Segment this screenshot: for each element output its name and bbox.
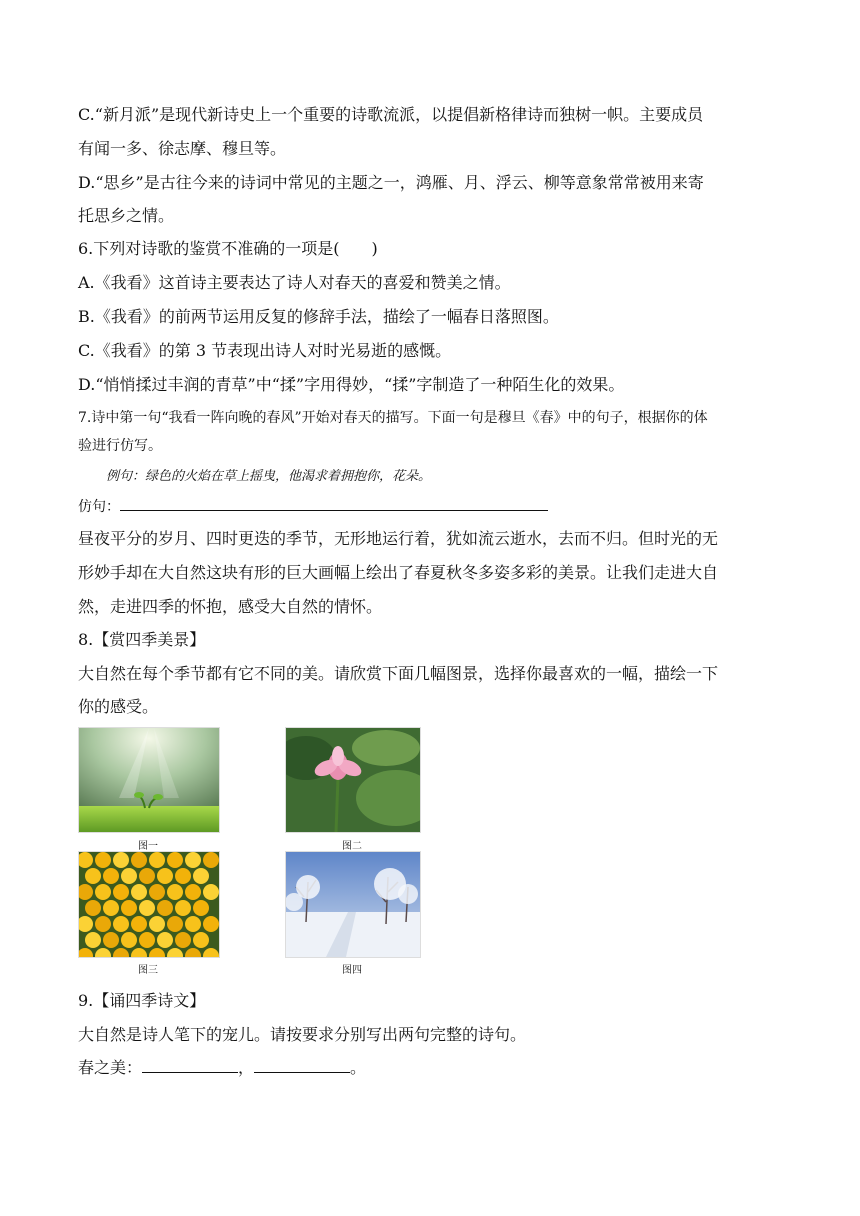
winter-snow-image bbox=[285, 851, 421, 958]
option-d-line-2: 托思乡之情。 bbox=[78, 206, 175, 225]
question-8-line-1: 大自然在每个季节都有它不同的美。请欣赏下面几幅图景，选择你最喜欢的一幅，描绘一下 bbox=[78, 664, 719, 683]
summer-lotus-image bbox=[285, 727, 421, 833]
spring-beauty-line bbox=[78, 1057, 366, 1079]
question-7-line-2: 验进行仿写。 bbox=[78, 438, 162, 454]
question-6-option-a: A.《我看》这首诗主要表达了诗人对春天的喜爱和赞美之情。 bbox=[78, 273, 511, 292]
question-6-option-d: D.“悄悄揉过丰润的青草”中“揉”字用得妙，“揉”字制造了一种陌生化的效果。 bbox=[78, 375, 625, 394]
question-6-option-b: B.《我看》的前两节运用反复的修辞手法，描绘了一幅春日落照图。 bbox=[78, 307, 559, 326]
spring-poem-blank-2[interactable] bbox=[254, 1058, 350, 1073]
caption-image-4: 图四 bbox=[342, 965, 362, 976]
question-9-heading: 9.【诵四季诗文】 bbox=[78, 991, 206, 1010]
question-6-option-c: C.《我看》的第 3 节表现出诗人对时光易逝的感慨。 bbox=[78, 341, 452, 360]
option-c-line-1: C.“新月派”是现代新诗史上一个重要的诗歌流派，以提倡新格律诗而独树一帜。主要成员 bbox=[78, 105, 704, 124]
passage-line-2: 形妙手却在大自然这块有形的巨大画幅上绘出了春夏秋冬多姿多彩的美景。让我们走进大自 bbox=[78, 563, 719, 582]
caption-image-1: 图一 bbox=[138, 841, 158, 852]
question-8-heading: 8.【赏四季美景】 bbox=[78, 630, 206, 649]
passage-line-3: 然，走进四季的怀抱，感受大自然的情怀。 bbox=[78, 597, 383, 616]
question-7-line-1: 7.诗中第一句“我看一阵向晚的春风”开始对春天的描写。下面一句是穆旦《春》中的句子，根据你的体 bbox=[78, 410, 708, 426]
imitation-answer-blank[interactable] bbox=[120, 496, 548, 511]
spring-sprout-image bbox=[78, 727, 220, 833]
autumn-chrysanthemum-image bbox=[78, 851, 220, 958]
question-8-line-2: 你的感受。 bbox=[78, 697, 159, 716]
question-9-line-1: 大自然是诗人笔下的宠儿。请按要求分别写出两句完整的诗句。 bbox=[78, 1025, 527, 1044]
imitation-prompt: 仿句： bbox=[78, 499, 120, 515]
imitation-label bbox=[78, 496, 548, 518]
spring-beauty-label: 春之美： bbox=[78, 1058, 143, 1077]
option-d-line-1: D.“思乡”是古往今来的诗词中常见的主题之一，鸿雁、月、浮云、柳等意象常常被用来寄 bbox=[78, 173, 704, 192]
question-6: 6.下列对诗歌的鉴赏不准确的一项是( ) bbox=[78, 239, 378, 258]
passage-line-1: 昼夜平分的岁月、四时更迭的季节，无形地运行着，犹如流云逝水，去而不归。但时光的无 bbox=[78, 529, 719, 548]
example-sentence: 例句：绿色的火焰在草上摇曳，他渴求着拥抱你，花朵。 bbox=[106, 469, 432, 484]
spring-poem-blank-1[interactable] bbox=[142, 1058, 238, 1073]
caption-image-3: 图三 bbox=[138, 965, 158, 976]
caption-image-2: 图二 bbox=[342, 841, 362, 852]
option-c-line-2: 有闻一多、徐志摩、穆旦等。 bbox=[78, 139, 287, 158]
comma: ， bbox=[238, 1058, 255, 1077]
period: 。 bbox=[350, 1058, 367, 1077]
